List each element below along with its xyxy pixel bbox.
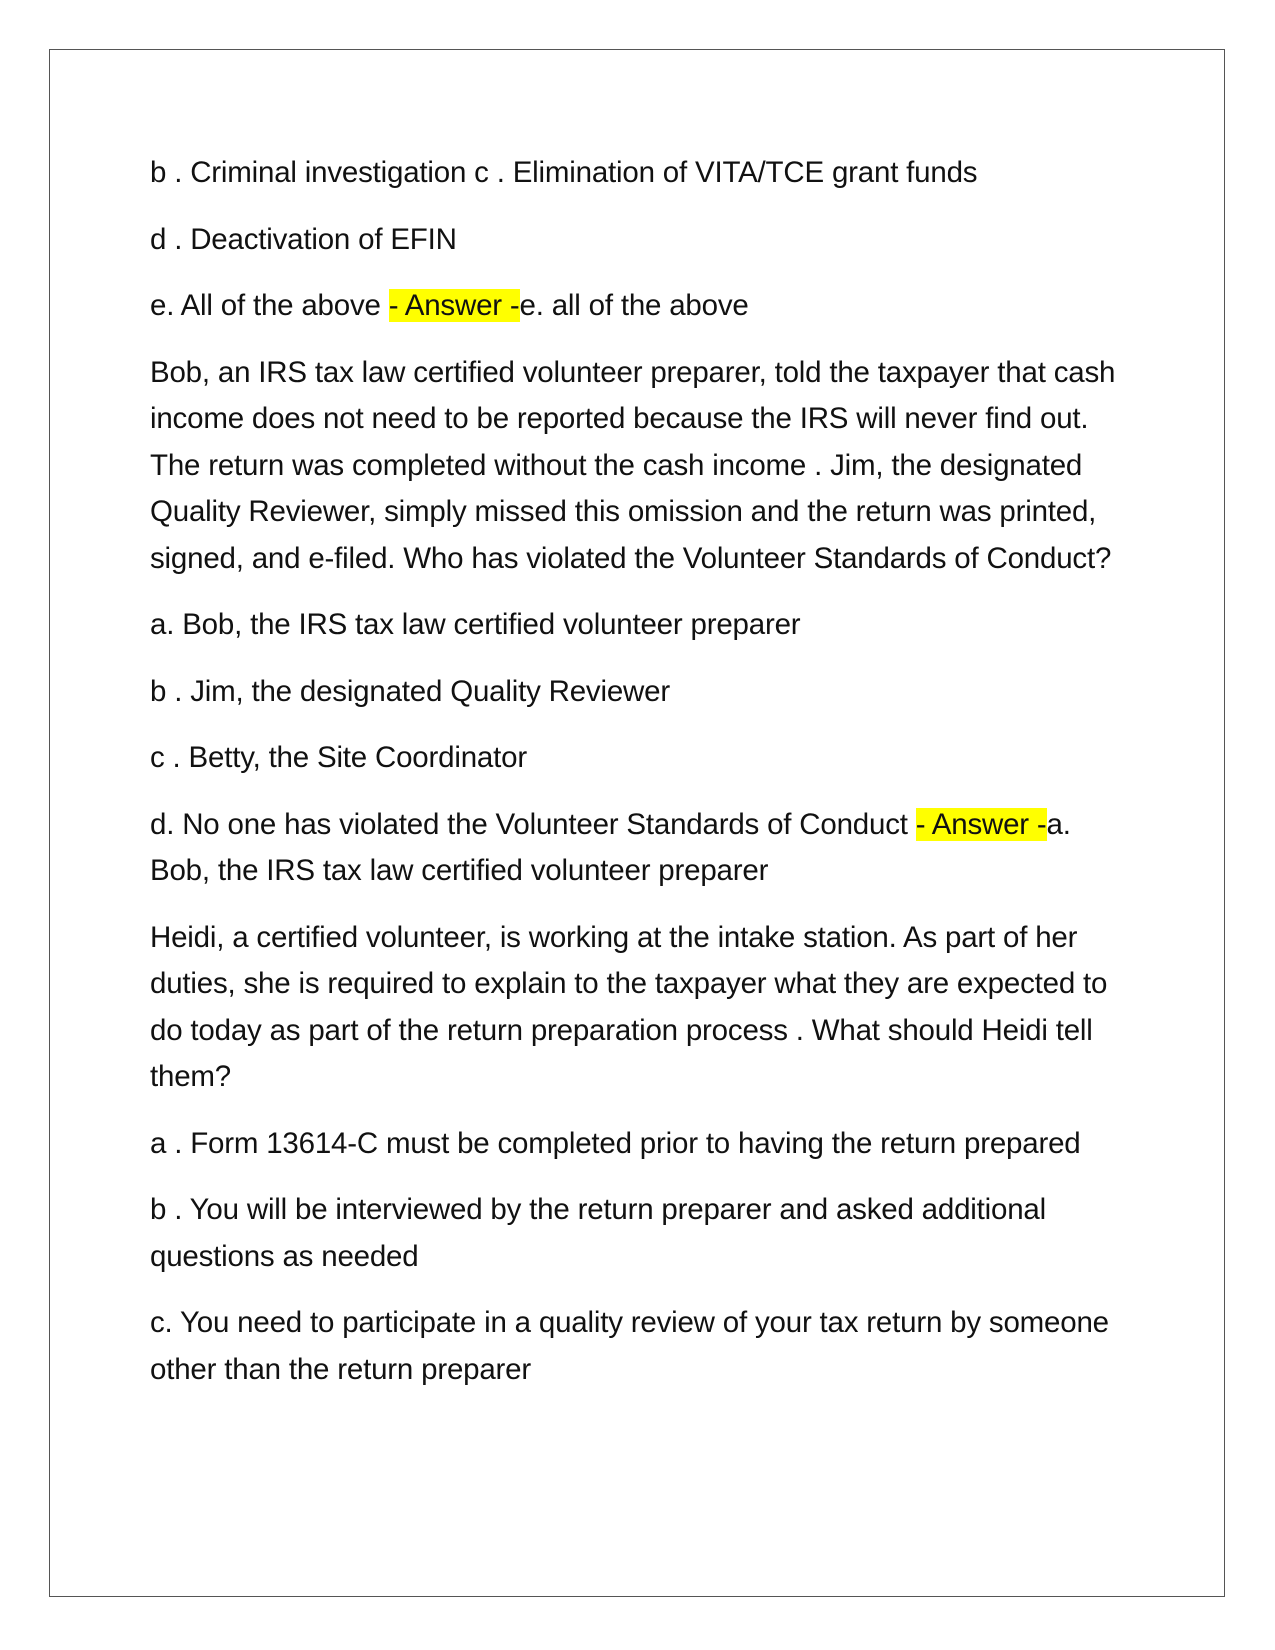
option-c-quality-review: c. You need to participate in a quality review of your tax return by someone other than the return preparer [150,1306,1109,1386]
question-bob-scenario: Bob, an IRS tax law certified volunteer preparer, told the taxpayer that cash income does not need to be reported because the IRS will never find out. The return was completed without the cash income . Jim, the designated Quality Reviewer, simply missed this omission and the return was printed, signed, and e-filed. Who has violated the Volunteer Standards of Conduct? [150,355,1116,575]
option-e-answer-line [150,283,1130,330]
option-a-bob: a. Bob, the IRS tax law certified volunteer preparer [150,608,801,641]
answer-marker-highlight: - Answer - [388,289,520,322]
answer-text: a. Bob, the IRS tax law certified volunteer preparer [150,807,1071,887]
option-b-jim: b . Jim, the designated Quality Reviewer [150,674,670,708]
option-a-form-13614c: a . Form 13614-C must be completed prior to having the return prepared [150,1126,1081,1160]
option-text: d. No one has violated the Volunteer Standards of Conduct [150,807,916,841]
option-b-interview: b . You will be interviewed by the return preparer and asked additional questions as needed [150,1193,1046,1273]
option-b-criminal-investigation: b . Criminal investigation c . Elimination of VITA/TCE grant funds [150,156,978,189]
option-text: e. All of the above [150,289,389,322]
answer-marker-highlight: - Answer - [915,807,1047,841]
document-body [150,150,1130,1413]
option-d-deactivation-efin: d . Deactivation of EFIN [150,222,457,256]
answer-text: e. all of the above [519,289,749,322]
option-d-answer-line [150,802,1130,895]
question-heidi-scenario: Heidi, a certified volunteer, is working at the intake station. As part of her duties, she is required to explain to the taxpayer what they are expected to do today as part of the return preparation process . What should Heidi tell them? [150,920,1108,1093]
option-c-betty: c . Betty, the Site Coordinator [150,741,527,774]
